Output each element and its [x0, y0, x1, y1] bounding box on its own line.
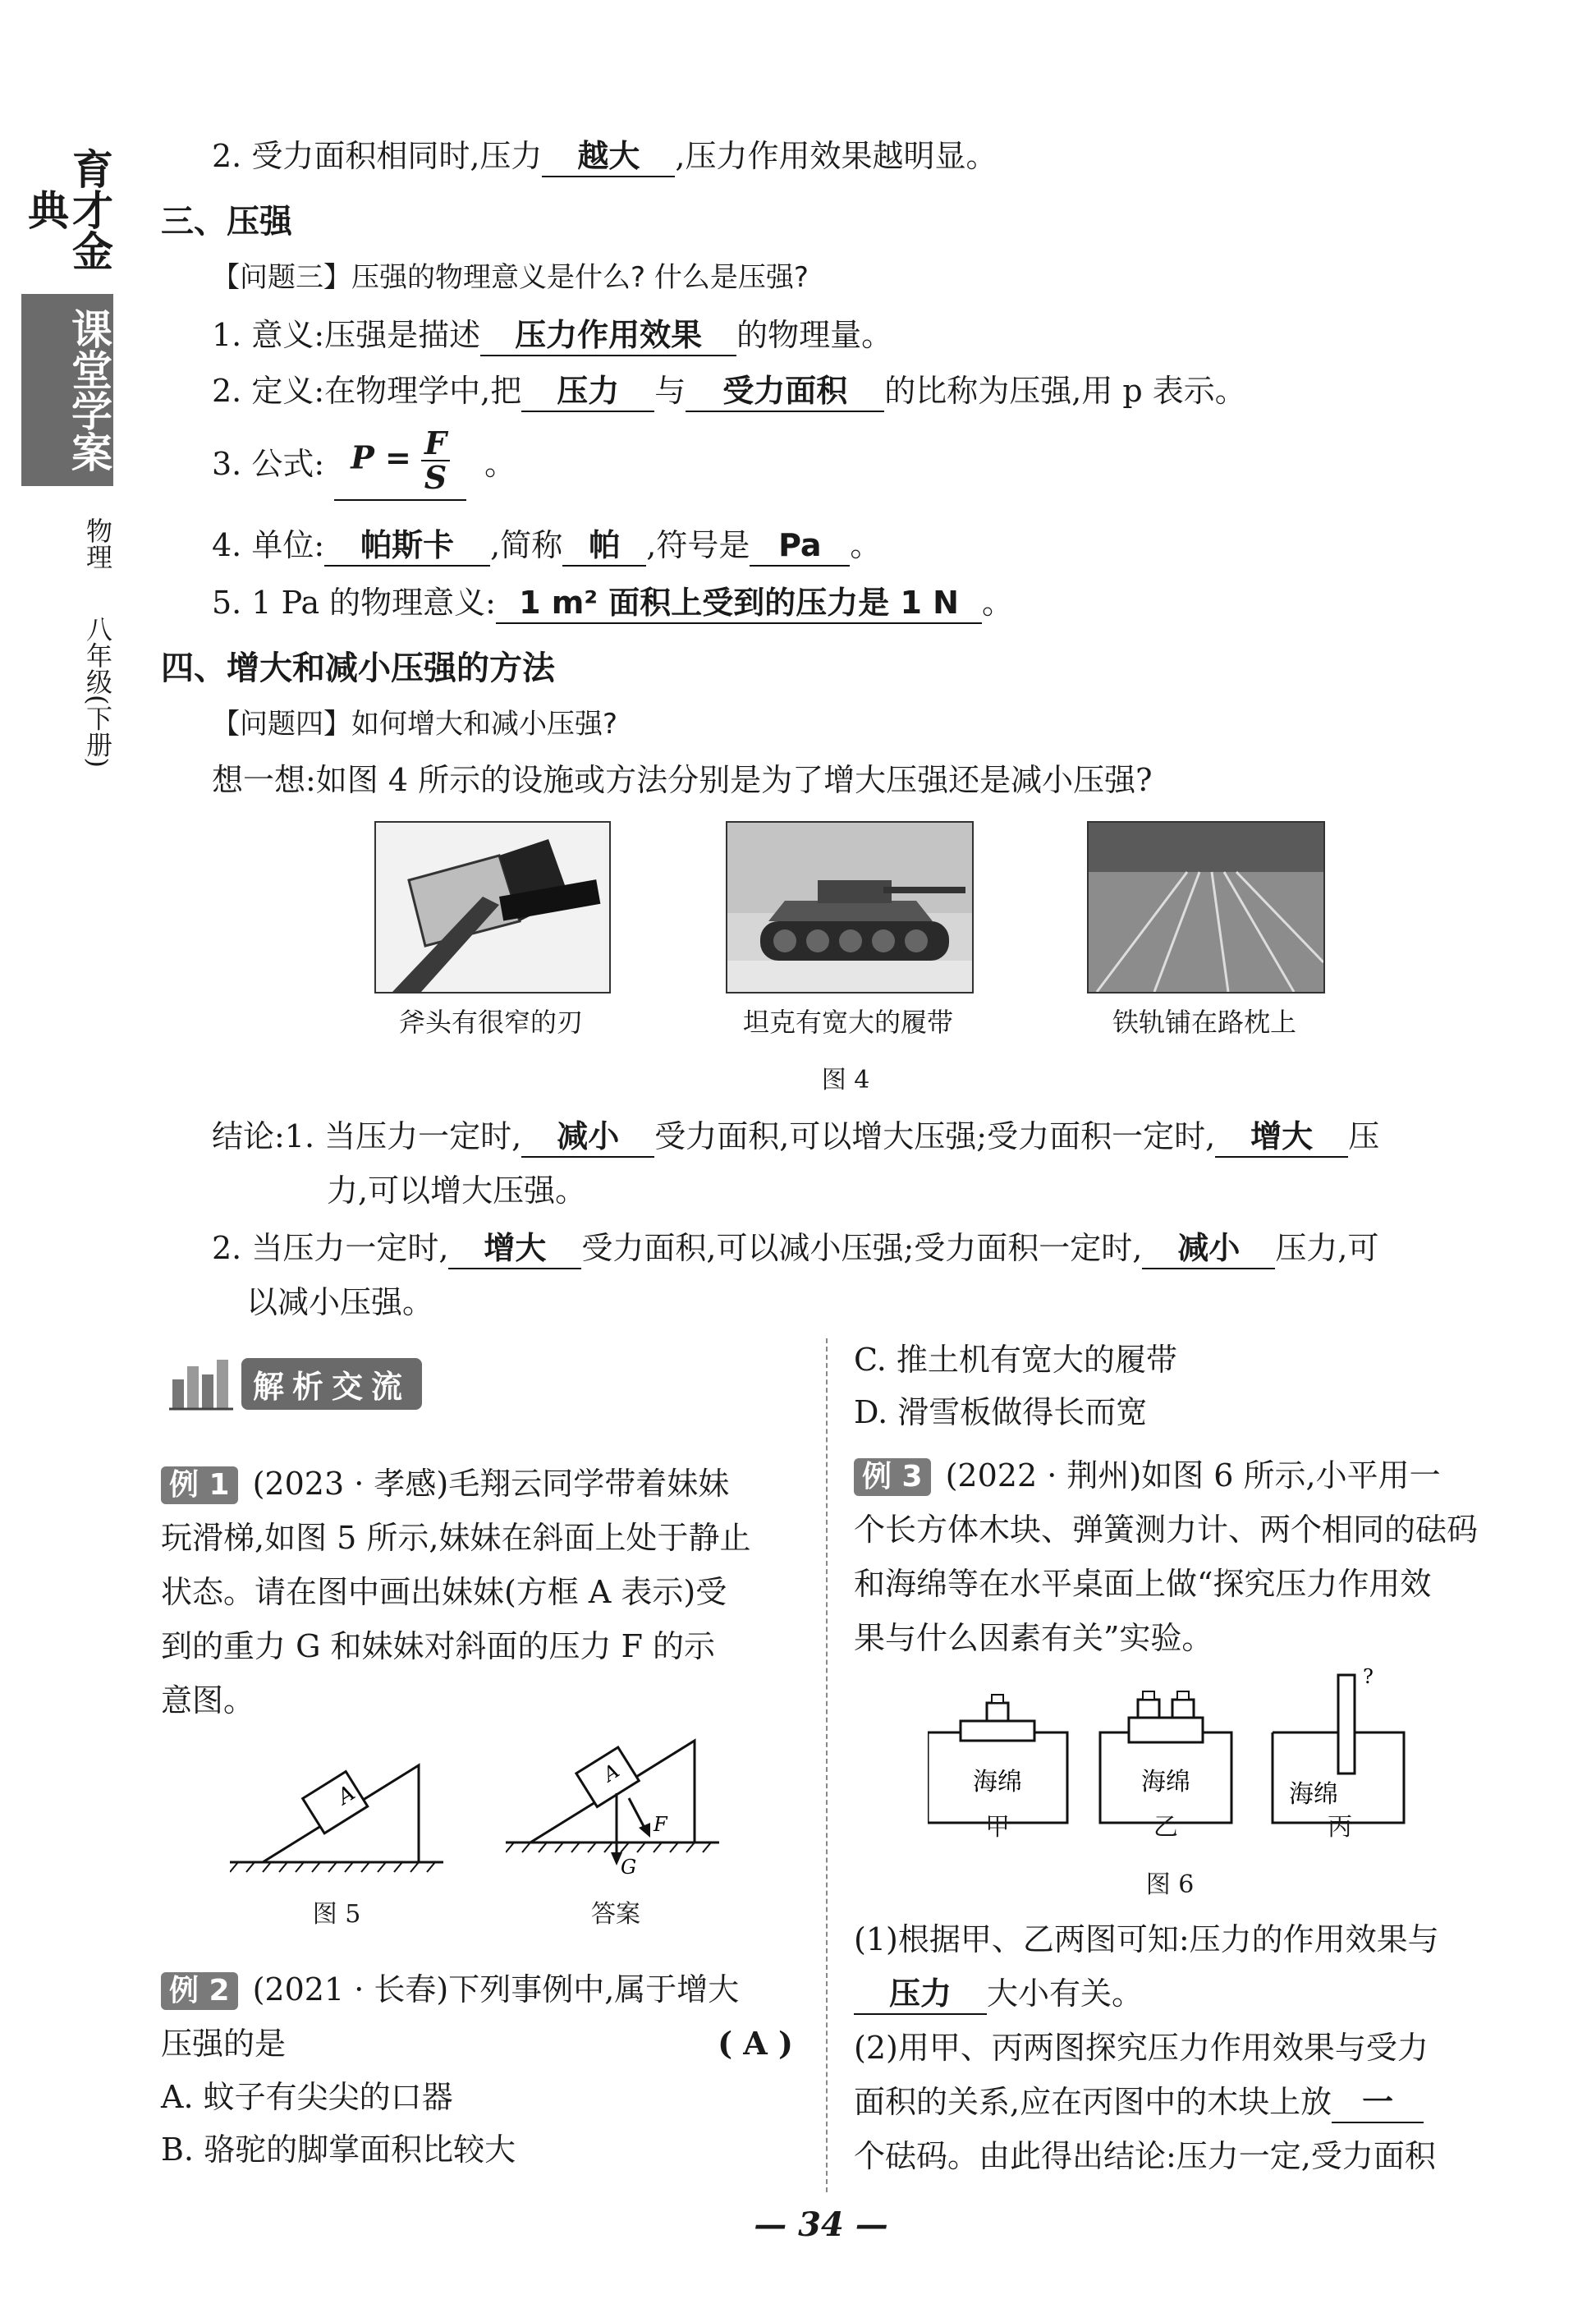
s3-item-2 [212, 371, 1246, 412]
section-3-title: 三、压强 [161, 203, 292, 241]
subject-label: 物理 [82, 517, 113, 570]
sponge-label: 海绵 [1289, 1780, 1338, 1809]
s3-item-5-b: 。 [982, 585, 1014, 621]
ex1-line-2: 玩滑梯,如图 5 所示,妹妹在斜面上处于静止 [161, 1520, 751, 1556]
blank-answer: 1 m² 面积上受到的压力是 1 N [496, 583, 982, 624]
figure-5-label: 图 5 [312, 1900, 361, 1929]
item-2 [212, 136, 998, 177]
formula-den: S [424, 459, 447, 496]
section-4-title: 四、增大和减小压强的方法 [161, 649, 555, 687]
blank-answer: 增大 [448, 1228, 581, 1269]
ex2-answer: ( A ) [718, 2025, 793, 2062]
ex3-q1-cont [854, 1974, 1143, 2015]
ex2-line-1: (2021 · 长春)下列事例中,属于增大 [252, 1971, 740, 2008]
ex2-option-d: D. 滑雪板做得长而宽 [854, 1394, 1148, 1430]
photo-caption-3: 铁轨铺在路枕上 [1112, 1007, 1296, 1038]
ex1-line-5: 意图。 [161, 1682, 255, 1719]
question-3: 【问题三】压强的物理意义是什么? 什么是压强? [212, 261, 809, 294]
conclusion-1 [212, 1117, 1379, 1158]
question-4: 【问题四】如何增大和减小压强? [212, 708, 618, 741]
photo-tank [726, 821, 974, 993]
conclusion-1-c: 压 [1348, 1118, 1380, 1154]
photo-caption-2: 坦克有宽大的履带 [742, 1007, 953, 1038]
box-label: A [598, 1759, 624, 1787]
ex3-line-4: 果与什么因素有关”实验。 [854, 1620, 1213, 1656]
s3-item-3 [212, 424, 516, 509]
figure-5 [230, 1732, 452, 1880]
figure-4-label: 图 4 [821, 1066, 870, 1094]
answer-label: 答案 [591, 1900, 640, 1929]
answer-figure [506, 1732, 727, 1880]
ex3-q1: (1)根据甲、乙两图可知:压力的作用效果与 [854, 1921, 1439, 1957]
blank-answer: Pa [750, 525, 850, 567]
example-1-tag: 例 1 [161, 1466, 238, 1504]
figure-6-label: 图 6 [1145, 1870, 1195, 1899]
blank-answer: 帕 [562, 525, 646, 567]
blank-answer: 压力 [521, 371, 654, 412]
item-2-text-b: ,压力作用效果越明显。 [675, 138, 998, 174]
blank-answer: 减小 [521, 1117, 654, 1158]
s3-item-5 [212, 583, 1013, 624]
conclusion-2-b: 受力面积,可以减小压强;受力面积一定时, [581, 1230, 1143, 1266]
ex3-line-3: 和海绵等在水平桌面上做“探究压力作用效 [854, 1566, 1432, 1602]
sponge-label: 海绵 [973, 1768, 1022, 1797]
ex3-line-2: 个长方体木块、弹簧测力计、两个相同的砝码 [854, 1512, 1479, 1548]
conclusion-2-a: 2. 当压力一定时, [212, 1230, 449, 1266]
sponge-label: 海绵 [1141, 1768, 1190, 1797]
analysis-heading [169, 1355, 422, 1412]
brand-title: 育才金典 [21, 148, 113, 271]
railway-illustration [1089, 823, 1323, 992]
s3-item-4-b: ,简称 [490, 527, 563, 563]
photo-axe [374, 821, 611, 993]
axe-illustration [376, 823, 609, 992]
conclusion-2 [212, 1228, 1378, 1269]
force-g-label: G [621, 1856, 637, 1879]
example-2 [161, 1962, 793, 2071]
s3-item-3-a: 3. 公式: [212, 446, 325, 482]
formula-lhs: P = [351, 438, 411, 476]
force-f-label: F [654, 1813, 667, 1836]
s3-item-4-c: ,符号是 [646, 527, 750, 563]
ex2-option-a: A. 蚊子有尖尖的口器 [161, 2079, 453, 2115]
page-number: — 34 — [754, 2205, 888, 2244]
s3-item-1 [212, 315, 892, 356]
fig6-yi: 乙 [1153, 1813, 1178, 1842]
grade-label: 八年级(下册) [82, 615, 113, 768]
ex2-line-2: 压强的是 [161, 2026, 287, 2062]
example-3-tag: 例 3 [854, 1458, 931, 1496]
ex3-q2-cont2: 个砝码。由此得出结论:压力一定,受力面积 [854, 2138, 1436, 2174]
conclusion-1-cont: 力,可以增大压强。 [327, 1172, 587, 1209]
analysis-heading-text: 解析交流 [241, 1358, 422, 1410]
blank-answer: 一 [1332, 2082, 1424, 2123]
ex3-q1-b: 大小有关。 [987, 1975, 1144, 2012]
photo-rail [1087, 821, 1325, 993]
s3-item-2-c: 的比称为压强,用 p 表示。 [884, 373, 1246, 409]
question-mark: ? [1363, 1667, 1374, 1688]
tank-illustration [727, 823, 972, 992]
formula-num: F [421, 427, 450, 461]
chart-icon [169, 1355, 235, 1412]
ex3-q2-b: 面积的关系,应在丙图中的木块上放 [854, 2084, 1332, 2120]
blank-answer: 帕斯卡 [324, 525, 490, 567]
formula [334, 424, 466, 501]
conclusion-2-c: 压力,可 [1275, 1230, 1379, 1266]
ex2-option-c: C. 推土机有宽大的履带 [854, 1342, 1177, 1378]
think-prompt: 想一想:如图 4 所示的设施或方法分别是为了增大压强还是减小压强? [212, 762, 1153, 798]
fig6-bing: 丙 [1328, 1813, 1352, 1842]
blank-answer: 受力面积 [686, 371, 884, 412]
blank-answer: 增大 [1215, 1117, 1348, 1158]
ex1-line-4: 到的重力 G 和妹妹对斜面的压力 F 的示 [161, 1628, 716, 1664]
s3-item-4 [212, 525, 881, 567]
sidebar [21, 131, 113, 782]
s3-item-2-b: 与 [654, 373, 686, 409]
s3-item-1-a: 1. 意义:压强是描述 [212, 317, 481, 353]
ex1-line-1: (2023 · 孝感)毛翔云同学带着妹妹 [252, 1466, 730, 1502]
example-3 [854, 1448, 1494, 1665]
s3-item-3-end: 。 [484, 446, 516, 482]
s3-item-4-a: 4. 单位: [212, 527, 325, 563]
conclusion-2-cont: 以减小压强。 [246, 1284, 434, 1320]
s3-item-5-a: 5. 1 Pa 的物理意义: [212, 585, 496, 621]
fig6-jia: 甲 [985, 1813, 1010, 1842]
example-1 [161, 1457, 793, 1728]
blank-answer: 压力 [854, 1974, 987, 2015]
conclusion-1-a: 结论:1. 当压力一定时, [212, 1118, 522, 1154]
blank-answer: 压力作用效果 [480, 315, 736, 356]
item-2-text-a: 2. 受力面积相同时,压力 [212, 138, 543, 174]
s3-item-1-b: 的物理量。 [736, 317, 893, 353]
ex2-option-b: B. 骆驼的脚掌面积比较大 [161, 2132, 516, 2168]
ex3-q2: (2)用甲、丙两图探究压力作用效果与受力 [854, 2030, 1429, 2066]
box-label: A [333, 1780, 360, 1810]
ex1-line-3: 状态。请在图中画出妹妹(方框 A 表示)受 [161, 1574, 727, 1610]
s3-item-4-d: 。 [850, 527, 882, 563]
blank-answer: 越大 [542, 136, 675, 177]
example-2-tag: 例 2 [161, 1972, 238, 2010]
ex3-line-1: (2022 · 荆州)如图 6 所示,小平用一 [945, 1457, 1441, 1494]
ex3-q2-cont [854, 2082, 1424, 2123]
conclusion-1-b: 受力面积,可以增大压强;受力面积一定时, [654, 1118, 1216, 1154]
formula-fraction [421, 424, 450, 496]
s3-item-2-a: 2. 定义:在物理学中,把 [212, 373, 522, 409]
photo-caption-1: 斧头有很窄的刃 [398, 1007, 583, 1038]
blank-answer: 减小 [1142, 1228, 1275, 1269]
column-divider [826, 1338, 828, 2192]
brand-box: 课堂学案 [21, 294, 113, 486]
